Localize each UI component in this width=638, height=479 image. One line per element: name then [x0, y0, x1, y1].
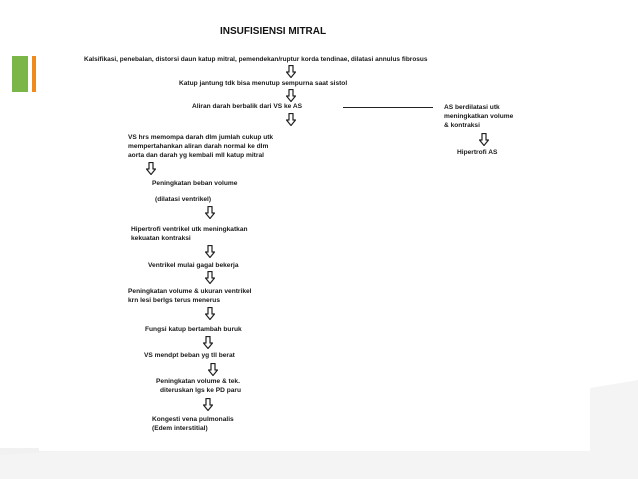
down-arrow-icon — [146, 162, 156, 175]
node-la-hypertrophy: Hipertrofi AS — [457, 149, 498, 156]
node-ventricle-failing: Ventrikel mulai gagal bekerja — [148, 262, 239, 269]
node-ventricular-hypertrophy-1: Hipertrofi ventrikel utk meningkatkan — [131, 226, 248, 233]
node-regurgitation: Aliran darah berbalik dari VS ke AS — [192, 103, 303, 110]
node-ventricle-enlargement-1: Peningkatan volume & ukuran ventrikel — [128, 288, 252, 295]
node-pulmonary-pressure-2: diteruskan lgs ke PD paru — [160, 387, 241, 394]
node-la-dilation-2: meningkatkan volume — [444, 113, 514, 120]
node-valve-worsening: Fungsi katup bertambah buruk — [145, 326, 242, 333]
node-cause: Kalsifikasi, penebalan, distorsi daun katup mitral, pemendekan/ruptur korda tendinae, dilatasi annulus fibrosus — [84, 56, 428, 63]
node-la-dilation-3: & kontraksi — [444, 122, 480, 129]
down-arrow-icon — [208, 363, 218, 376]
node-pulmonary-pressure-1: Peningkatan volume & tek. — [156, 378, 240, 385]
down-arrow-icon — [205, 307, 215, 320]
down-arrow-icon — [203, 336, 213, 349]
connector-line — [343, 107, 433, 108]
node-lv-pump-2: mempertahankan aliran darah normal ke dlm — [128, 143, 269, 150]
down-arrow-icon — [286, 89, 296, 102]
node-lv-pump-3: aorta dan darah yg kembali mll katup mitral — [128, 152, 264, 159]
down-arrow-icon — [205, 245, 215, 258]
node-valve-incomplete: Katup jantung tdk bisa menutup sempurna saat sistol — [179, 80, 348, 87]
down-arrow-icon — [205, 206, 215, 219]
node-ventricular-dilation: (dilatasi ventrikel) — [155, 196, 212, 203]
accent-bar-green — [12, 56, 28, 92]
node-pulmonary-congestion-1: Kongesti vena pulmonalis — [152, 416, 234, 423]
node-lv-overload: VS mendpt beban yg tll berat — [144, 352, 235, 359]
down-arrow-icon — [203, 398, 213, 411]
node-ventricle-enlargement-2: krn lesi berlgs terus menerus — [128, 297, 220, 304]
node-pulmonary-congestion-2: (Edem interstitial) — [152, 425, 208, 432]
node-volume-load: Peningkatan beban volume — [152, 180, 238, 187]
diagram-slide — [39, 15, 590, 451]
node-la-dilation-1: AS berdilatasi utk — [444, 104, 500, 111]
down-arrow-icon — [479, 133, 489, 146]
down-arrow-icon — [205, 271, 215, 284]
accent-bar-orange — [32, 56, 36, 92]
node-ventricular-hypertrophy-2: kekuatan kontraksi — [131, 235, 191, 242]
down-arrow-icon — [286, 65, 296, 78]
down-arrow-icon — [286, 113, 296, 126]
node-lv-pump-1: VS hrs memompa darah dlm jumlah cukup utk — [128, 134, 274, 141]
page-title: INSUFISIENSI MITRAL — [220, 26, 327, 37]
